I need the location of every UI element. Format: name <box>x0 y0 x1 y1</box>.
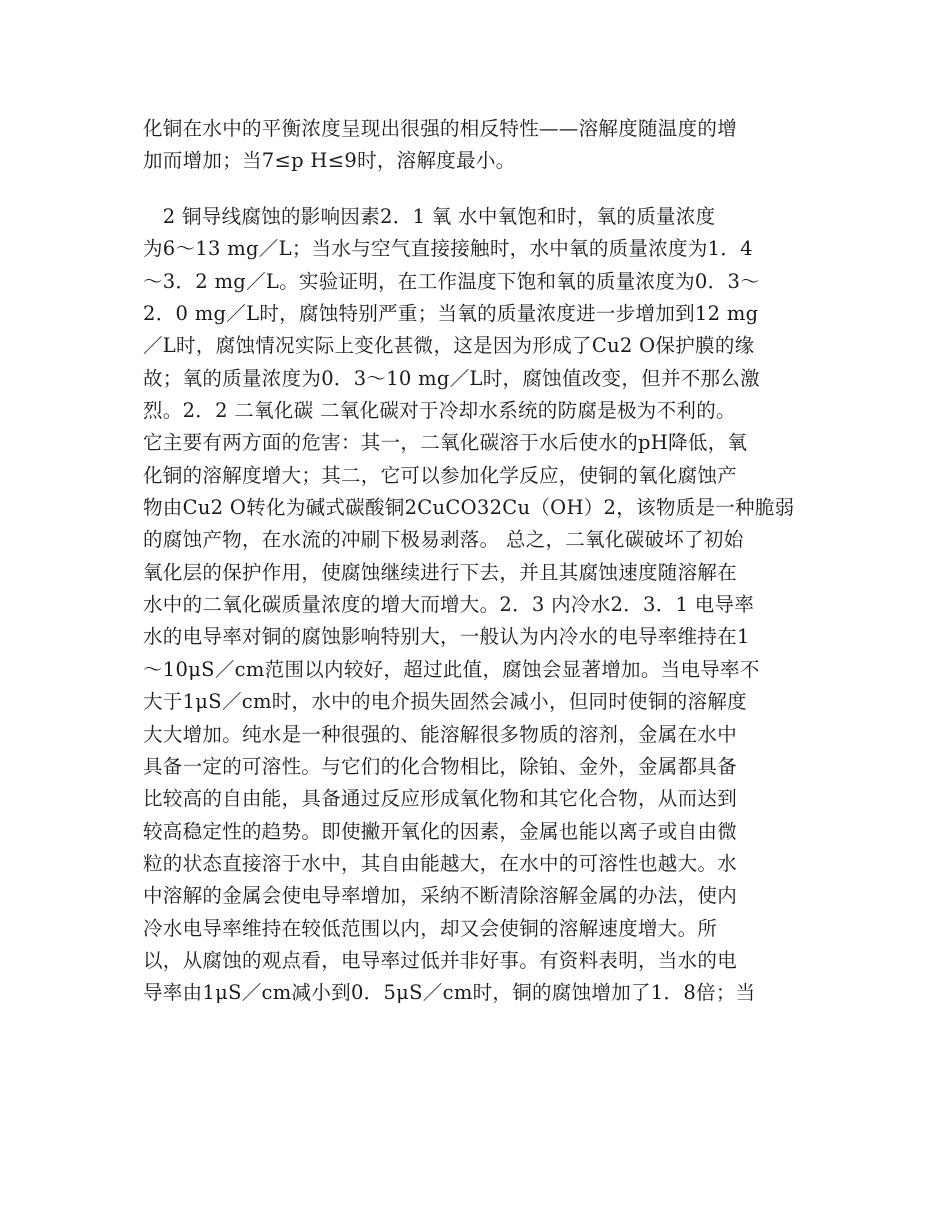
text-line: ／L时，腐蚀情况实际上变化甚微，这是因为形成了Cu2 O保护膜的缘 <box>143 334 755 358</box>
text-line: 化铜在水中的平衡浓度呈现出很强的相反特性——溶解度随温度的增 <box>143 117 738 140</box>
paragraph-2 <box>143 201 810 1010</box>
text-line: 比较高的自由能，具备通过反应形成氧化物和其它化合物，从而达到 <box>143 787 738 811</box>
text-line: 故；氧的质量浓度为0．3～10 mg／L时，腐蚀值改变，但并不那么激 <box>143 366 760 390</box>
text-line: 较高稳定性的趋势。即使撇开氧化的因素，金属也能以离子或自由微 <box>143 819 738 843</box>
text-line: 粒的状态直接溶于水中，其自由能越大，在水中的可溶性也越大。水 <box>143 851 738 875</box>
text-line: 氧化层的保护作用，使腐蚀继续进行下去，并且其腐蚀速度随溶解在 <box>143 560 738 584</box>
text-line: 大大增加。纯水是一种很强的、能溶解很多物质的溶剂，金属在水中 <box>143 722 738 746</box>
paragraph-1 <box>143 113 810 177</box>
text-line: 2 铜导线腐蚀的影响因素2．1 氧 水中氧饱和时，氧的质量浓度 <box>143 205 716 228</box>
text-line: 物由Cu2 O转化为碱式碳酸铜2CuCO32Cu（OH）2，该物质是一种脆弱 <box>143 496 795 520</box>
text-line: 水的电导率对铜的腐蚀影响特别大，一般认为内冷水的电导率维持在1 <box>143 625 750 649</box>
text-line: 烈。2．2 二氧化碳 二氧化碳对于冷却水系统的防腐是极为不利的。 <box>143 399 736 423</box>
text-line: ～10μS／cm范围以内较好，超过此值，腐蚀会显著增加。当电导率不 <box>143 657 760 681</box>
text-line: 大于1μS／cm时，水中的电介损失固然会减小，但同时使铜的溶解度 <box>143 690 747 714</box>
text-line: ～3．2 mg／L。实验证明，在工作温度下饱和氧的质量浓度为0．3～ <box>143 269 760 293</box>
text-line: 化铜的溶解度增大；其二，它可以参加化学反应，使铜的氧化腐蚀产 <box>143 463 738 487</box>
text-line: 导率由1μS／cm减小到0．5μS／cm时，铜的腐蚀增加了1．8倍；当 <box>143 981 756 1005</box>
text-line: 中溶解的金属会使电导率增加，采纳不断清除溶解金属的办法，使内 <box>143 884 738 908</box>
text-line: 的腐蚀产物，在水流的冲刷下极易剥落。 总之，二氧化碳破坏了初始 <box>143 528 744 552</box>
text-line: 为6～13 mg／L；当水与空气直接接触时，水中氧的质量浓度为1．4 <box>143 237 753 261</box>
text-line: 水中的二氧化碳质量浓度的增大而增大。2．3 内冷水2．3．1 电导率 <box>143 593 755 617</box>
text-line: 以，从腐蚀的观点看，电导率过低并非好事。有资料表明，当水的电 <box>143 948 738 972</box>
text-line: 冷水电导率维持在较低范围以内，却又会使铜的溶解速度增大。所 <box>143 916 718 940</box>
text-line: 2．0 mg／L时，腐蚀特别严重；当氧的质量浓度进一步增加到12 mg <box>143 302 759 326</box>
text-line: 具备一定的可溶性。与它们的化合物相比，除铂、金外，金属都具备 <box>143 754 738 778</box>
text-line: 加而增加；当7≤p H≤9时，溶解度最小。 <box>143 149 516 172</box>
text-line: 它主要有两方面的危害：其一，二氧化碳溶于水后使水的pH降低，氧 <box>143 431 748 455</box>
